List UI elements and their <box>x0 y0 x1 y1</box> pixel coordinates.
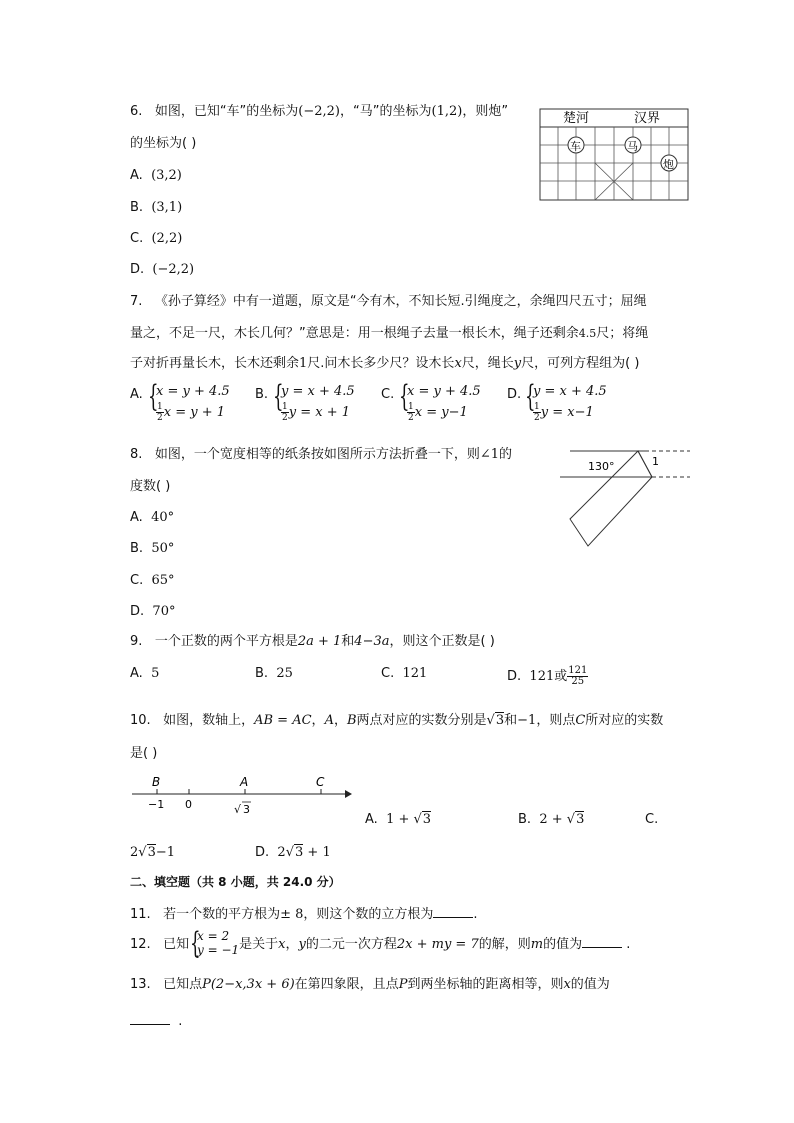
q9-option-a[interactable]: A. 5 <box>130 666 160 681</box>
axis-tick-minus1: −1 <box>148 798 165 811</box>
axis-label-c: C <box>316 775 325 789</box>
q8-option-c[interactable]: C. 65° <box>130 573 175 588</box>
piece-pao: 炮 <box>663 158 674 171</box>
q8-option-d[interactable]: D. 70° <box>130 604 176 619</box>
q13-answer-line: . <box>130 1012 182 1030</box>
board-title-left: 楚河 <box>563 111 590 126</box>
q9-option-b[interactable]: B. 25 <box>255 666 293 681</box>
q10-option-c-label[interactable]: C. <box>645 812 659 827</box>
axis-label-a: A <box>240 775 249 789</box>
q10-stem-line2: 是( ) <box>130 746 158 761</box>
q6-stem-line1: 6. 如图，已知“车”的坐标为(−2,2)，“马”的坐标为(1,2)，则炮” <box>130 104 509 119</box>
q8-stem-line1: 8. 如图，一个宽度相等的纸条按如图所示方法折叠一下，则∠1的 <box>130 447 513 462</box>
q7-stem-line2: 量之，不足一尺，木长几何？”意思是：用一根绳子去量一根长木，绳子还剩余4.5尺；将绳 <box>130 326 649 341</box>
q10-option-b[interactable]: B. 2 + √3 <box>518 812 585 827</box>
axis-tick-sqrt3: 3 <box>243 803 250 816</box>
q8-option-b[interactable]: B. 50° <box>130 541 175 556</box>
q13-answer-blank[interactable] <box>130 1012 170 1025</box>
q6-option-d[interactable]: D. (−2,2) <box>130 262 195 277</box>
q12-answer-blank[interactable] <box>582 935 622 948</box>
q11-stem: 11. 若一个数的平方根为± 8，则这个数的立方根为 . <box>130 907 478 922</box>
q10-stem-line1: 10. 如图，数轴上，AB = AC，A，B两点对应的实数分别是√3和−1，则点C所对应的实数 <box>130 713 664 728</box>
q9-option-c[interactable]: C. 121 <box>381 666 428 681</box>
q11-answer-blank[interactable] <box>433 905 473 918</box>
q6-stem-line2: 的坐标为( ) <box>130 136 197 151</box>
q7-stem-line1: 7. 《孙子算经》中有一道题，原文是“今有木，不知长短.引绳度之，余绳四尺五寸；屈绳 <box>130 294 647 309</box>
q6-option-a[interactable]: A. (3,2) <box>130 168 182 183</box>
q10-option-d[interactable]: D. 2√3 + 1 <box>255 845 331 860</box>
axis-tick-0: 0 <box>185 798 192 811</box>
chess-board-figure <box>538 107 690 202</box>
q12-system-brace: { <box>190 926 201 961</box>
piece-che: 车 <box>570 140 581 153</box>
q10-option-a[interactable]: A. 1 + √3 <box>365 812 432 827</box>
fig-angle-label: 130° <box>588 460 615 473</box>
axis-label-b: B <box>152 775 161 789</box>
q13-stem: 13. 已知点P(2−x,3x + 6)在第四象限，且点P到两坐标轴的距离相等，则x的值为 <box>130 977 610 992</box>
q12-eq1: x = 2 <box>197 929 230 943</box>
board-title-right: 汉界 <box>634 111 661 126</box>
q12-eq2: y = −1 <box>197 943 240 957</box>
q9-stem: 9. 一个正数的两个平方根是2a + 1和4−3a，则这个正数是( ) <box>130 634 495 649</box>
piece-ma: 马 <box>627 140 638 153</box>
q6-option-c[interactable]: C. (2,2) <box>130 231 183 246</box>
q6-option-b[interactable]: B. (3,1) <box>130 200 183 215</box>
q7-stem-line3: 子对折再量长木，长木还剩余1尺.问木长多少尺？设木长x尺，绳长y尺，可列方程组为( ) <box>130 356 640 371</box>
q8-stem-line2: 度数( ) <box>130 479 171 494</box>
fig-angle-mark: 1 <box>652 455 659 468</box>
q12-stem: 12. 已知 是关于x，y的二元一次方程2x + my = 7的解，则m的值为 . <box>130 937 631 952</box>
q9-option-d[interactable]: D. 121或 $\frac{121}{25}$ <box>507 665 588 687</box>
number-line-figure <box>130 772 355 817</box>
folded-strip-figure <box>560 443 695 553</box>
section-title: 二、填空题（共 8 小题，共 24.0 分） <box>130 875 341 889</box>
q8-option-a[interactable]: A. 40° <box>130 510 175 525</box>
svg-text:√: √ <box>234 803 242 816</box>
q10-option-c-value[interactable]: 2√3−1 <box>130 845 176 860</box>
